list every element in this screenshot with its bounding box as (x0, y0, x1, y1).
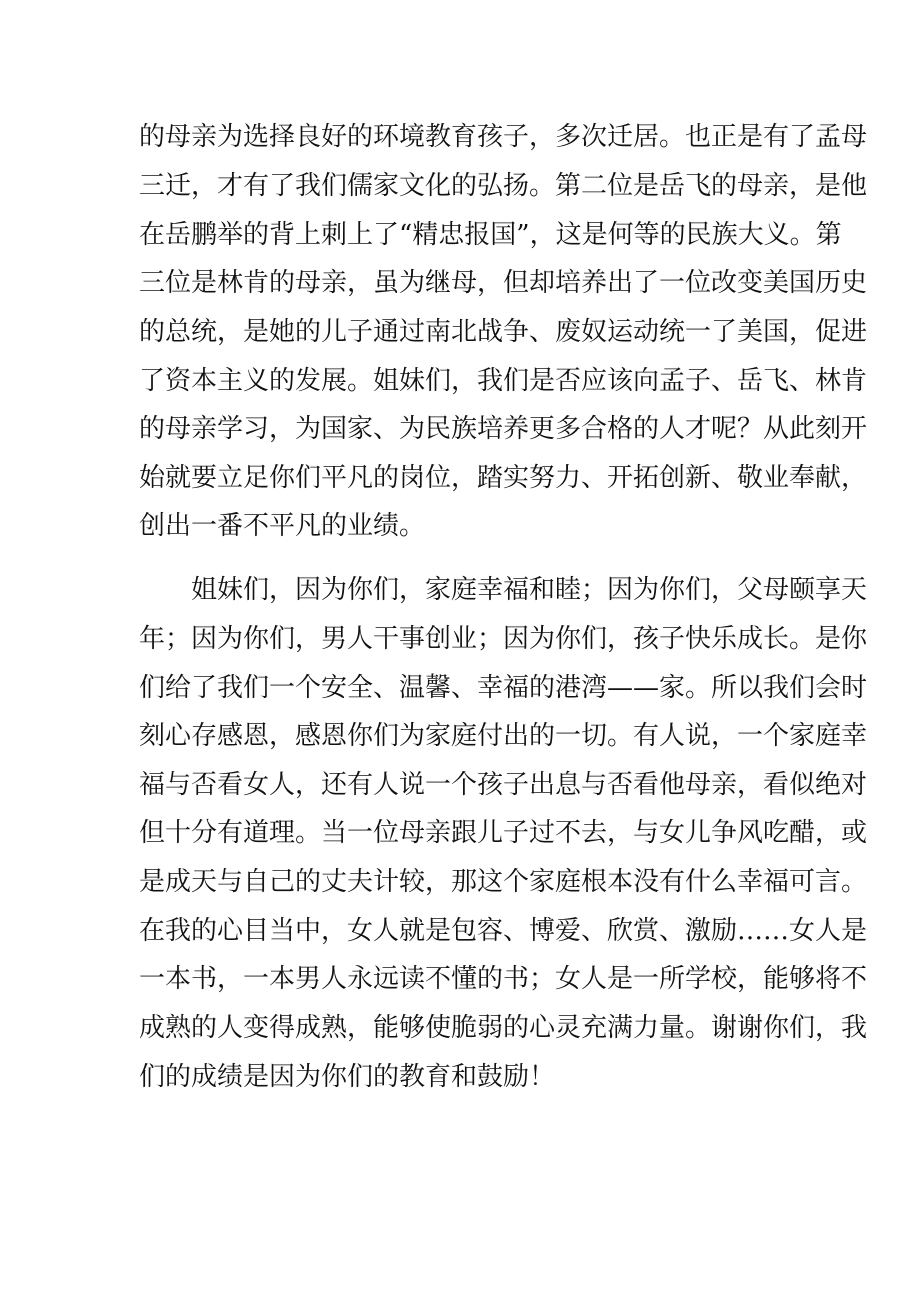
text-line: 但十分有道理。当一位母亲跟儿子过不去，与女儿争风吃醋，或 (139, 818, 868, 848)
text-line: 创出一番不平凡的业绩。 (139, 511, 426, 541)
text-line: 是成天与自己的丈夫计较，那这个家庭根本没有什么幸福可言。 (139, 867, 868, 897)
text-line: 福与否看女人，还有人说一个孩子出息与否看他母亲，看似绝对 (139, 770, 868, 800)
text-line: 在我的心目当中，女人就是包容、博爱、欣赏、激励……女人是 (139, 916, 868, 946)
text-line: 的母亲学习，为国家、为民族培养更多合格的人才呢？从此刻开 (139, 414, 868, 444)
text-line: 的母亲为选择良好的环境教育孩子，多次迁居。也正是有了孟母 (139, 122, 868, 152)
text-line: 的总统，是她的儿子通过南北战争、废奴运动统一了美国，促进 (139, 317, 868, 347)
text-line: 姐妹们，因为你们，家庭幸福和睦；因为你们，父母颐享天 (139, 575, 868, 605)
text-line: 刻心存感恩，感恩你们为家庭付出的一切。有人说，一个家庭幸 (139, 721, 868, 751)
text-line: 在岳鹏举的背上刺上了“精忠报国”，这是何等的民族大义。第 (139, 220, 842, 250)
text-line: 了资本主义的发展。姐妹们，我们是否应该向孟子、岳飞、林肯 (139, 366, 868, 396)
text-line: 成熟的人变得成熟，能够使脆弱的心灵充满力量。谢谢你们，我 (139, 1013, 868, 1043)
text-line: 一本书，一本男人永远读不懂的书；女人是一所学校，能够将不 (139, 964, 868, 994)
text-line: 三迁，才有了我们儒家文化的弘扬。第二位是岳飞的母亲，是他 (139, 171, 868, 201)
text-line: 们给了我们一个安全、温馨、幸福的港湾——家。所以我们会时 (139, 673, 868, 703)
text-line: 三位是林肯的母亲，虽为继母，但却培养出了一位改变美国历史 (139, 268, 868, 298)
text-line: 们的成绩是因为你们的教育和鼓励！ (139, 1062, 556, 1092)
text-line: 年；因为你们，男人干事创业；因为你们，孩子快乐成长。是你 (139, 624, 868, 654)
text-line: 始就要立足你们平凡的岗位，踏实努力、开拓创新、敬业奉献， (139, 463, 868, 493)
